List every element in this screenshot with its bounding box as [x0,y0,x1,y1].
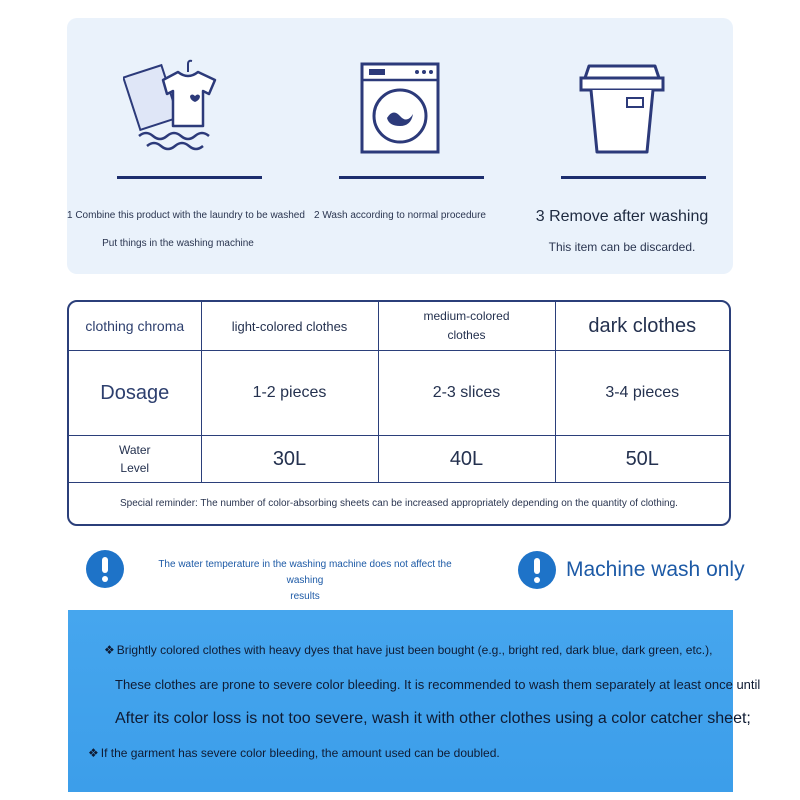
tip-line-1-text: Brightly colored clothes with heavy dyes that have just been bought (e.g., bright red, dark blue, dark green, etc.), [116,643,713,657]
temperature-notice-line1: The water temperature in the washing machine does not affect the washing [158,559,452,586]
step-divider [339,176,484,179]
row-label-water [69,436,201,483]
machine-wash-notice: Machine wash only [566,558,745,581]
column-medium [378,302,555,351]
instructions-panel [67,18,733,274]
water-label-line2: Level [120,461,150,475]
washing-machine-icon [345,58,455,158]
step-divider [117,176,262,179]
tip-line-4-text: If the garment has severe color bleeding, the amount used can be doubled. [100,746,500,760]
water-dark: 50L [555,436,729,483]
table-row [69,351,729,436]
dosage-dark: 3-4 pieces [555,351,729,436]
bullet-icon: ❖ [88,746,99,760]
temperature-notice-line2: results [290,591,320,602]
trash-bin-icon [567,58,677,158]
row-label-chroma: clothing chroma [69,302,201,351]
exclamation-icon [518,551,556,589]
column-light: light-colored clothes [201,302,378,351]
water-light: 30L [201,436,378,483]
tip-line-2: These clothes are prone to severe color bleeding. It is recommended to wash them separately at least once until [115,677,761,692]
dosage-table [67,300,731,526]
tip-line-4 [88,746,500,760]
tip-line-1 [104,643,712,657]
table-row [69,436,729,483]
temperature-notice [140,557,470,605]
tips-box [68,610,761,792]
step-3 [511,18,733,274]
water-label-line1: Water [118,443,151,457]
water-medium: 40L [378,436,555,483]
dosage-medium: 2-3 slices [378,351,555,436]
step-1-caption: 1 Combine this product with the laundry to be washed [67,210,305,221]
step-3-caption: 3 Remove after washing [535,208,709,225]
tip-line-3: After its color loss is not too severe, wash it with other clothes using a color catcher sheet; [115,710,751,727]
step-2-caption: 2 Wash according to normal procedure [314,210,486,221]
step-2 [289,18,511,274]
dosage-light: 1-2 pieces [201,351,378,436]
table-row [69,302,729,351]
special-reminder: Special reminder: The number of color-absorbing sheets can be increased appropriately depending on the quantity of clothing. [120,498,678,509]
column-dark: dark clothes [555,302,729,351]
laundry-icon [123,58,233,158]
step-3-subcaption: This item can be discarded. [548,240,696,254]
step-1-subcaption: Put things in the washing machine [102,238,254,249]
column-medium-line1: medium-colored [423,309,510,323]
column-medium-line2: clothes [447,328,486,342]
row-label-dosage: Dosage [69,351,201,436]
bullet-icon: ❖ [104,643,115,657]
exclamation-icon [86,550,124,588]
step-divider [561,176,706,179]
step-1 [67,18,305,274]
